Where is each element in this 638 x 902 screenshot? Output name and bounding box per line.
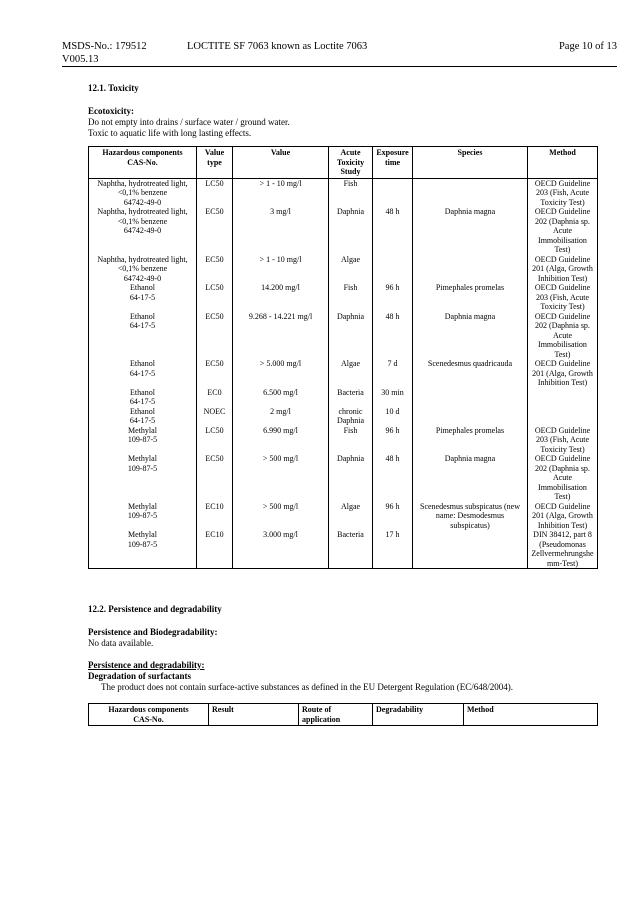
cell-method <box>528 388 598 407</box>
table-row <box>89 388 598 407</box>
cell-species: Scenedesmus subspicatus (new name: Desmodesmus subspicatus) <box>413 502 528 531</box>
cell-study: Fish <box>329 426 373 455</box>
table-row <box>89 255 598 284</box>
section-persistence-heading: 12.2. Persistence and degradability <box>88 604 222 614</box>
column-header: Hazardous components CAS-No. <box>89 147 197 179</box>
biodegradability-label: Persistence and Biodegradability: <box>88 627 218 637</box>
cell-species: Scenedesmus quadricauda <box>413 359 528 388</box>
cell-method: OECD Guideline 202 (Daphnia sp. Acute Immobilisation Test) <box>528 454 598 502</box>
ecotoxicity-block <box>88 106 290 139</box>
cell-component: Methylal 109-87-5 <box>89 530 197 569</box>
degradability-block <box>88 660 513 693</box>
cell-component: Naphtha, hydrotreated light, <0,1% benzene 64742-49-0 <box>89 178 197 207</box>
cell-value-type: EC0 <box>197 388 233 407</box>
cell-exposure: 17 h <box>373 530 413 569</box>
degradability-table <box>88 703 598 726</box>
cell-study: Bacteria <box>329 530 373 569</box>
cell-exposure: 30 min <box>373 388 413 407</box>
cell-study: Bacteria <box>329 388 373 407</box>
cell-component: Ethanol 64-17-5 <box>89 312 197 360</box>
cell-value-type: EC10 <box>197 502 233 531</box>
cell-study: Daphnia <box>329 207 373 255</box>
cell-value-type: EC50 <box>197 454 233 502</box>
cell-species: Daphnia magna <box>413 312 528 360</box>
cell-component: Methylal 109-87-5 <box>89 426 197 455</box>
cell-component: Ethanol 64-17-5 <box>89 283 197 312</box>
cell-component: Naphtha, hydrotreated light, <0,1% benzene 64742-49-0 <box>89 255 197 284</box>
cell-method: OECD Guideline 203 (Fish, Acute Toxicity Test) <box>528 283 598 312</box>
biodegradability-block <box>88 627 218 649</box>
section-toxicity-heading: 12.1. Toxicity <box>88 83 139 93</box>
cell-exposure <box>373 178 413 207</box>
cell-value: 6.990 mg/l <box>233 426 329 455</box>
cell-value-type: EC50 <box>197 312 233 360</box>
ecotoxicity-line: Do not empty into drains / surface water / ground water. <box>88 117 290 127</box>
cell-method: OECD Guideline 201 (Alga, Growth Inhibition Test) <box>528 255 598 284</box>
column-header: Result <box>209 704 299 726</box>
table-row <box>89 178 598 207</box>
biodegradability-text: No data available. <box>88 638 154 648</box>
cell-exposure: 10 d <box>373 407 413 426</box>
cell-exposure: 7 d <box>373 359 413 388</box>
column-header: Method <box>528 147 598 179</box>
column-header: Route of application <box>299 704 373 726</box>
product-name: LOCTITE SF 7063 known as Loctite 7063 <box>187 41 368 52</box>
cell-value-type: EC10 <box>197 530 233 569</box>
cell-exposure: 48 h <box>373 312 413 360</box>
cell-value: > 5.000 mg/l <box>233 359 329 388</box>
surfactants-text: The product does not contain surface-active substances as defined in the EU Detergent Regulation (EC/648/2004). <box>101 682 513 692</box>
cell-method: OECD Guideline 201 (Alga, Growth Inhibition Test) <box>528 502 598 531</box>
cell-method: OECD Guideline 201 (Alga, Growth Inhibition Test) <box>528 359 598 388</box>
cell-study: Daphnia <box>329 312 373 360</box>
cell-value-type: LC50 <box>197 426 233 455</box>
toxicity-table-header <box>89 147 598 179</box>
page-number: Page 10 of 13 <box>558 41 617 52</box>
table-row <box>89 426 598 455</box>
cell-value-type: EC50 <box>197 359 233 388</box>
cell-species <box>413 407 528 426</box>
cell-study: Algae <box>329 502 373 531</box>
degradability-table-header <box>89 704 598 726</box>
cell-value-type: LC50 <box>197 283 233 312</box>
cell-value: > 500 mg/l <box>233 502 329 531</box>
cell-species: Pimephales promelas <box>413 283 528 312</box>
cell-value: 2 mg/l <box>233 407 329 426</box>
cell-species: Daphnia magna <box>413 454 528 502</box>
cell-species <box>413 530 528 569</box>
cell-value-type: EC50 <box>197 207 233 255</box>
cell-study: chronic Daphnia <box>329 407 373 426</box>
ecotoxicity-line: Toxic to aquatic life with long lasting effects. <box>88 128 252 138</box>
cell-component: Methylal 109-87-5 <box>89 502 197 531</box>
cell-value: > 500 mg/l <box>233 454 329 502</box>
table-row <box>89 530 598 569</box>
table-row <box>89 312 598 360</box>
msds-number: MSDS-No.: 179512 <box>62 41 147 52</box>
table-row <box>89 454 598 502</box>
cell-value: 6.500 mg/l <box>233 388 329 407</box>
cell-species <box>413 255 528 284</box>
cell-species: Daphnia magna <box>413 207 528 255</box>
cell-value: > 1 - 10 mg/l <box>233 255 329 284</box>
cell-component: Ethanol 64-17-5 <box>89 359 197 388</box>
table-row <box>89 407 598 426</box>
cell-study: Daphnia <box>329 454 373 502</box>
table-row <box>89 283 598 312</box>
cell-method: OECD Guideline 202 (Daphnia sp. Acute Immobilisation Test) <box>528 207 598 255</box>
cell-exposure: 96 h <box>373 283 413 312</box>
cell-value-type: NOEC <box>197 407 233 426</box>
cell-study: Algae <box>329 359 373 388</box>
table-row <box>89 502 598 531</box>
column-header: Hazardous components CAS-No. <box>89 704 209 726</box>
cell-method: OECD Guideline 202 (Daphnia sp. Acute Immobilisation Test) <box>528 312 598 360</box>
toxicity-table <box>88 146 598 569</box>
cell-value: 9.268 - 14.221 mg/l <box>233 312 329 360</box>
page-header <box>62 40 617 66</box>
cell-species <box>413 388 528 407</box>
column-header: Species <box>413 147 528 179</box>
cell-study: Fish <box>329 178 373 207</box>
cell-value: > 1 - 10 mg/l <box>233 178 329 207</box>
cell-component: Methylal 109-87-5 <box>89 454 197 502</box>
cell-value: 3 mg/l <box>233 207 329 255</box>
table-row <box>89 359 598 388</box>
cell-species: Pimephales promelas <box>413 426 528 455</box>
cell-component: Ethanol 64-17-5 <box>89 388 197 407</box>
cell-value: 3.000 mg/l <box>233 530 329 569</box>
cell-component: Naphtha, hydrotreated light, <0,1% benzene 64742-49-0 <box>89 207 197 255</box>
degradability-label: Persistence and degradability: <box>88 660 205 670</box>
column-header: Acute Toxicity Study <box>329 147 373 179</box>
cell-exposure: 48 h <box>373 454 413 502</box>
column-header: Degradability <box>373 704 464 726</box>
cell-method <box>528 407 598 426</box>
version: V005.13 <box>62 54 99 65</box>
surfactants-label: Degradation of surfactants <box>88 671 191 681</box>
column-header: Value <box>233 147 329 179</box>
column-header: Value type <box>197 147 233 179</box>
toxicity-table-body <box>89 178 598 569</box>
table-row <box>89 207 598 255</box>
cell-value: 14.200 mg/l <box>233 283 329 312</box>
cell-value-type: EC50 <box>197 255 233 284</box>
cell-exposure: 48 h <box>373 207 413 255</box>
header-divider <box>62 66 617 67</box>
cell-study: Fish <box>329 283 373 312</box>
cell-component: Ethanol 64-17-5 <box>89 407 197 426</box>
column-header: Method <box>464 704 598 726</box>
cell-method: DIN 38412, part 8 (Pseudomonas Zellvermehrungshe mm-Test) <box>528 530 598 569</box>
cell-exposure: 96 h <box>373 502 413 531</box>
cell-exposure <box>373 255 413 284</box>
cell-method: OECD Guideline 203 (Fish, Acute Toxicity Test) <box>528 178 598 207</box>
cell-value-type: LC50 <box>197 178 233 207</box>
column-header: Exposure time <box>373 147 413 179</box>
ecotoxicity-label: Ecotoxicity: <box>88 106 134 116</box>
cell-exposure: 96 h <box>373 426 413 455</box>
cell-species <box>413 178 528 207</box>
cell-method: OECD Guideline 203 (Fish, Acute Toxicity Test) <box>528 426 598 455</box>
cell-study: Algae <box>329 255 373 284</box>
